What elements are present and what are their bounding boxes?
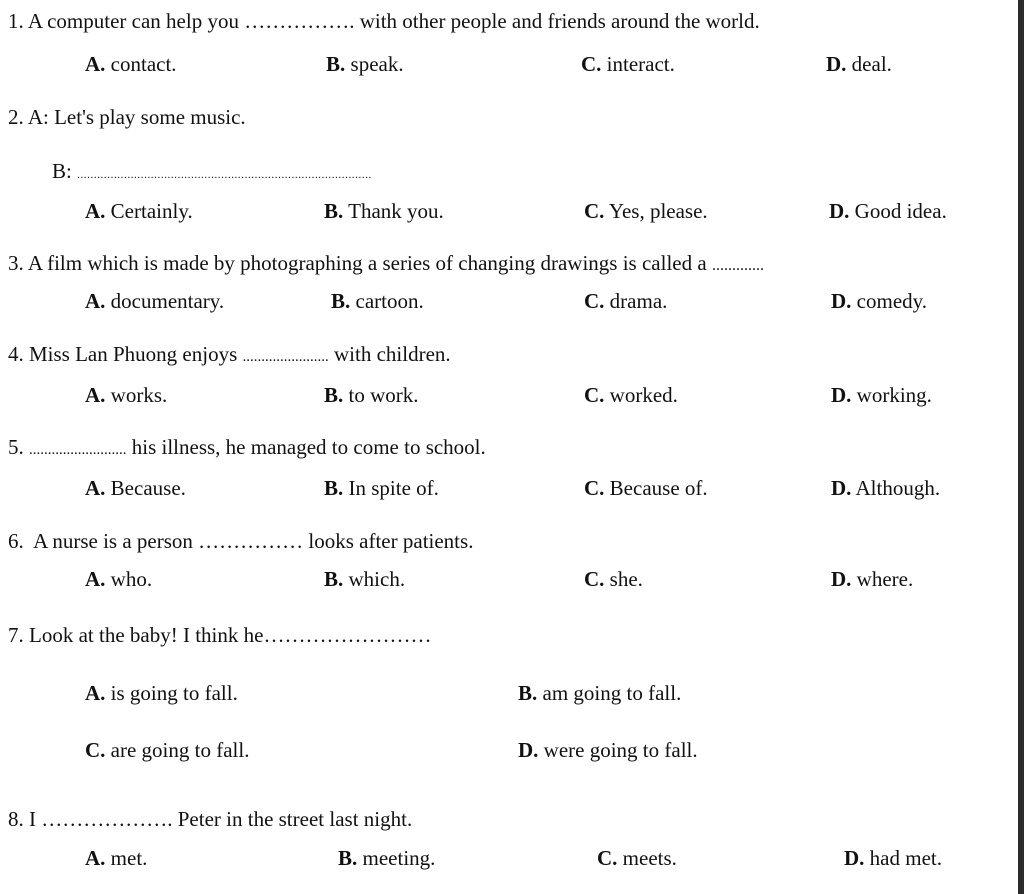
q7-option-d[interactable]: D. were going to fall. [518,738,698,762]
q1-option-a[interactable]: A. contact. [85,52,177,76]
q8-option-d[interactable]: D. had met. [844,846,942,870]
q3-option-a[interactable]: A. documentary. [85,289,225,313]
q4-option-c[interactable]: C. worked. [584,383,678,407]
q5-option-c[interactable]: C. Because of. [584,476,708,500]
q2-b-blank: ........................................................................................ [77,169,372,181]
q1-option-b[interactable]: B. speak. [326,52,404,76]
q6-blank: …………… [198,529,304,553]
q7-before: 7. Look at the baby! I think he [8,623,264,647]
q7-option-b[interactable]: B. am going to fall. [518,681,682,705]
q6-option-d[interactable]: D. where. [831,567,914,591]
q5-option-d[interactable]: D. Although. [831,476,941,500]
q8-option-c[interactable]: C. meets. [597,846,677,870]
question-5-stem [0,434,1024,463]
q7-blank: …………………… [263,623,432,647]
question-1-stem [0,8,1024,34]
question-3-stem [0,250,1024,279]
q2-before: 2. A: Let's play some music. [8,105,246,129]
q6-before: 6. A nurse is a person [8,529,199,553]
question-2-stem [0,104,1024,130]
q4-blank: ....................... [242,349,329,365]
q1-blank: ……………. [244,9,355,33]
q2-b-prefix: B: [52,159,78,183]
q5-after: his illness, he managed to come to school. [126,435,486,459]
q1-after: with other people and friends around the world. [354,9,760,33]
question-8-stem [0,806,1024,832]
q4-option-d[interactable]: D. working. [831,383,932,407]
q8-before: 8. I [8,807,42,831]
q6-option-b[interactable]: B. which. [324,567,406,591]
q6-option-a[interactable]: A. who. [85,567,153,591]
q1-option-d[interactable]: D. deal. [826,52,892,76]
q6-after: looks after patients. [303,529,474,553]
q7-option-a[interactable]: A. is going to fall. [85,681,238,705]
q2-option-c[interactable]: C. Yes, please. [584,199,708,223]
q3-option-b[interactable]: B. cartoon. [331,289,424,313]
q5-before: 5. [8,435,29,459]
q3-blank: ............. [711,257,764,274]
q2-option-b[interactable]: B. Thank you. [324,199,444,223]
q6-option-c[interactable]: C. she. [584,567,643,591]
q5-option-a[interactable]: A. Because. [85,476,186,500]
question-6-stem [0,528,1024,554]
q7-option-c[interactable]: C. are going to fall. [85,738,250,762]
q3-option-c[interactable]: C. drama. [584,289,668,313]
q8-after: Peter in the street last night. [172,807,413,831]
q1-before: 1. A computer can help you [8,9,245,33]
question-7-stem [0,622,1024,648]
question-4-stem [0,341,1024,370]
q2-option-a[interactable]: A. Certainly. [85,199,193,223]
q1-option-c[interactable]: C. interact. [581,52,675,76]
q8-option-b[interactable]: B. meeting. [338,846,436,870]
q2-option-d[interactable]: D. Good idea. [829,199,947,223]
q3-before: 3. A film which is made by photographing a series of changing drawings is called a [8,251,712,275]
q4-before: 4. Miss Lan Phuong enjoys [8,342,243,366]
q8-option-a[interactable]: A. met. [85,846,148,870]
q3-option-d[interactable]: D. comedy. [831,289,928,313]
q4-option-a[interactable]: A. works. [85,383,168,407]
q5-blank: .......................... [29,442,127,458]
question-2-b-line [52,158,1024,188]
q4-option-b[interactable]: B. to work. [324,383,419,407]
q4-after: with children. [328,342,451,366]
q8-blank: ………………. [41,807,173,831]
q5-option-b[interactable]: B. In spite of. [324,476,439,500]
